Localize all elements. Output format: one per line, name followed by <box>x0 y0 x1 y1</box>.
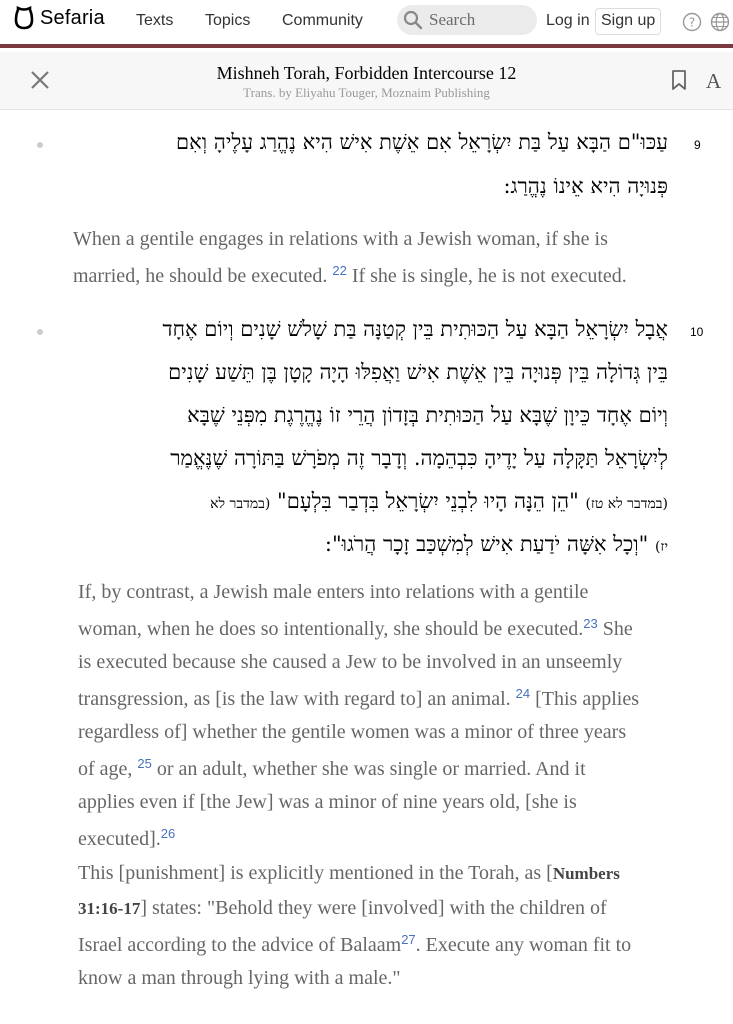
hebrew-line: עַכּוּ"ם הַבָּא עַל בַּת יִשְׂרָאֵל אִם אֵשֶׁת אִישׁ הִיא נֶהֱרַג עָלֶיהָ וְאִם <box>176 130 668 154</box>
hebrew-text <box>90 128 668 208</box>
english-line: married, he should be executed. $^{22}$ If she is single, he is not executed. <box>73 263 627 287</box>
sefaria-logo-icon <box>14 6 34 30</box>
segment-marker-dot <box>37 142 43 148</box>
nav-texts[interactable]: Texts <box>136 12 174 29</box>
hebrew-line: (במדבר לא טז) "הֵן הֵנָּה הָיוּ לִבְנֵי יִשְׂרָאֵל בִּדְבַר בִּלְעָם" (במדבר לא <box>210 489 668 513</box>
footnote-marker[interactable]: 27 <box>401 932 416 947</box>
logo-text: Sefaria <box>40 6 105 29</box>
hebrew-line: פְּנוּיָה הִיא אֵינוֹ נֶהֱרַג: <box>503 174 668 198</box>
english-line: When a gentile engages in relations with a Jewish woman, if she is <box>73 228 608 250</box>
search-icon <box>403 10 423 30</box>
hebrew-text <box>80 315 668 565</box>
login-link[interactable]: Log in <box>546 12 590 29</box>
hebrew-line: לְיִשְׂרָאֵל תַּקָּלָה עַל יָדֶיהָ כִּבְהֵמָה. וְדָבָר זֶה מְפֹרָשׁ בַּתּוֹרָה שֶׁנֶּאֱמַר <box>170 446 668 470</box>
english-line: applies even if [the Jew] was a minor of nine years old, [she is <box>78 791 577 813</box>
footnote-marker[interactable]: 26 <box>160 826 176 841</box>
english-line: transgression, as [is the law with regard to] an animal. $^{24}$ [This applies <box>78 686 639 710</box>
translation-credit: Trans. by Eliyahu Touger, Moznaim Publishing <box>243 85 490 100</box>
hebrew-citation[interactable]: יז) <box>654 539 668 555</box>
footnote-marker[interactable]: 25 <box>137 756 152 771</box>
search-input[interactable] <box>429 9 529 31</box>
bookmark-icon[interactable] <box>671 70 687 90</box>
english-line: know a man through lying with a male." <box>78 967 401 989</box>
english-line: is executed because she caused a Jew to be involved in an unseemly <box>78 651 623 673</box>
signup-button[interactable]: Sign up <box>595 8 661 35</box>
english-line: 31:16-17] states: "Behold they were [involved] with the children of <box>78 897 607 919</box>
english-line: Israel according to the advice of Balaam$^{27}$.‏ Execute any woman fit to <box>78 932 632 956</box>
top-nav <box>0 0 733 48</box>
nav-topics[interactable]: Topics <box>205 12 251 29</box>
english-line: This [punishment] is explicitly mentioned in the Torah, as [Numbers <box>78 862 620 884</box>
search-box[interactable] <box>397 5 537 35</box>
english-text <box>73 228 673 298</box>
english-text <box>78 581 678 1001</box>
footnote-marker[interactable]: 23 <box>583 616 598 631</box>
text-title[interactable]: Mishneh Torah, Forbidden Intercourse 12 <box>216 63 517 83</box>
hebrew-line: אֲבָל יִשְׂרָאֵל הַבָּא עַל הַכּוּתִית בֵּין קְטַנָּה בַּת שָׁלֹשׁ שָׁנִים וְיוֹם אֶחָד <box>162 317 668 341</box>
sefaria-logo[interactable] <box>14 6 105 30</box>
citation-link[interactable]: Numbers <box>552 864 620 883</box>
footnote-marker[interactable]: 22 <box>332 263 347 278</box>
english-line: executed].$^{26}$ <box>78 826 176 850</box>
hebrew-line: וְיוֹם אֶחָד כֵּיוָן שֶׁבָּא עַל הַכּוּתִית בְּזָדוֹן הֲרֵי זוֹ נֶהֱרֶגֶת מִפְּנֵי שֶׁבָּא <box>187 403 668 427</box>
svg-text:?: ? <box>688 15 696 30</box>
hebrew-line: יז) "וְכָל אִשָּׁה יֹדַעַת אִישׁ לְמִשְׁכַּב זָכָר הֲרֹגוּ": <box>324 532 668 556</box>
english-line: of age, $^{25}$ or an adult, whether she was single or married. And it <box>78 756 586 780</box>
segment-number[interactable]: 10 <box>690 325 704 339</box>
segment-number[interactable]: 9 <box>694 138 701 152</box>
english-line: woman, when he does so intentionally, she should be executed.$^{23}$ She <box>78 616 633 640</box>
hebrew-citation[interactable]: (במדבר לא טז) <box>585 496 668 512</box>
english-line: If, by contrast, a Jewish male enters into relations with a gentile <box>78 581 589 603</box>
reader-header <box>0 52 733 110</box>
citation-link[interactable]: 31:16-17 <box>78 899 141 918</box>
hebrew-line: בֵּין גְּדוֹלָה בֵּין פְּנוּיָה בֵּין אֵשֶׁת אִישׁ וַאֲפִלּוּ הָיָה קָטָן בֶּן תֵּשַׁע שָׁנִים <box>168 360 668 384</box>
help-icon[interactable] <box>682 12 702 32</box>
globe-icon[interactable] <box>710 12 730 32</box>
hebrew-citation[interactable]: (במדבר לא <box>210 496 271 512</box>
font-settings-icon[interactable]: A <box>706 69 722 93</box>
footnote-marker[interactable]: 24 <box>515 686 531 701</box>
nav-community[interactable]: Community <box>282 12 363 29</box>
english-line: regardless of] whether the gentile women was a minor of three years <box>78 721 627 743</box>
segment-marker-dot <box>37 329 43 335</box>
